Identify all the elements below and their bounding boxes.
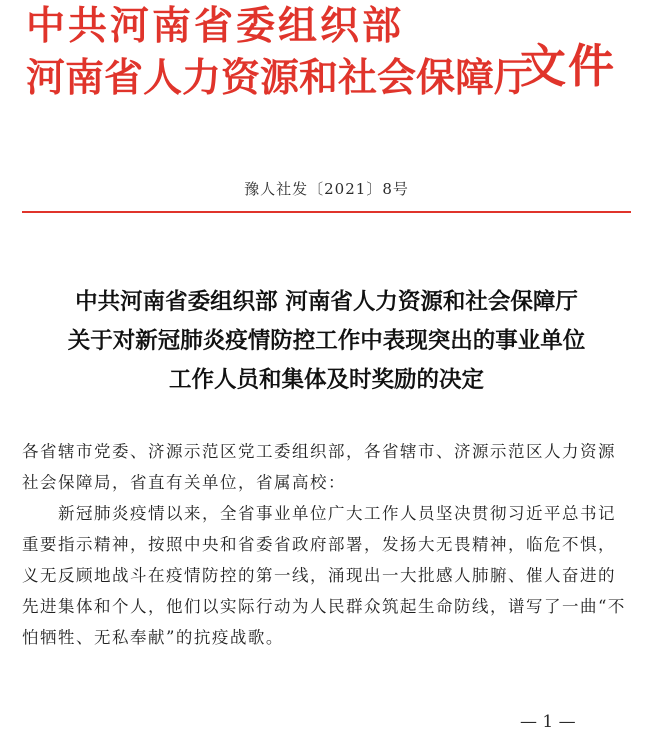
addressees: 各省辖市党委、济源示范区党工委组织部，各省辖市、济源示范区人力资源社会保障局，省直有关单位，省属高校： [22, 442, 616, 492]
document-type-label: 文件 [520, 39, 616, 93]
page-number: — 1 — [520, 712, 576, 732]
issuer-block [26, 4, 533, 102]
title-line: 工作人员和集体及时奖励的决定 [168, 367, 484, 393]
issuer-name-hrss: 河南省人力资源和社会保障厅 [26, 56, 534, 101]
title-line: 关于对新冠肺炎疫情防控工作中表现突出的事业单位 [67, 328, 586, 354]
document-body [22, 436, 632, 653]
document-number: 豫人社发〔2021〕8号 [244, 180, 409, 198]
red-divider [22, 211, 631, 213]
body-paragraph: 新冠肺炎疫情以来，全省事业单位广大工作人员坚决贯彻习近平总书记重要指示精神，按照中央和省委省政府部署，发扬大无畏精神，临危不惧，义无反顾地战斗在疫情防控的第一线，涌现出一大批感人肺腑、催人奋进的先进集体和个人，他们以实际行动为人民群众筑起生命防线，谱写了一曲“不怕牺牲、无私奉献”的抗疫战歌。 [22, 504, 626, 647]
title-line: 中共河南省委组织部 河南省人力资源和社会保障厅 [75, 289, 578, 315]
document-title [0, 283, 653, 400]
issuer-name-party: 中共河南省委组织部 [26, 4, 405, 49]
